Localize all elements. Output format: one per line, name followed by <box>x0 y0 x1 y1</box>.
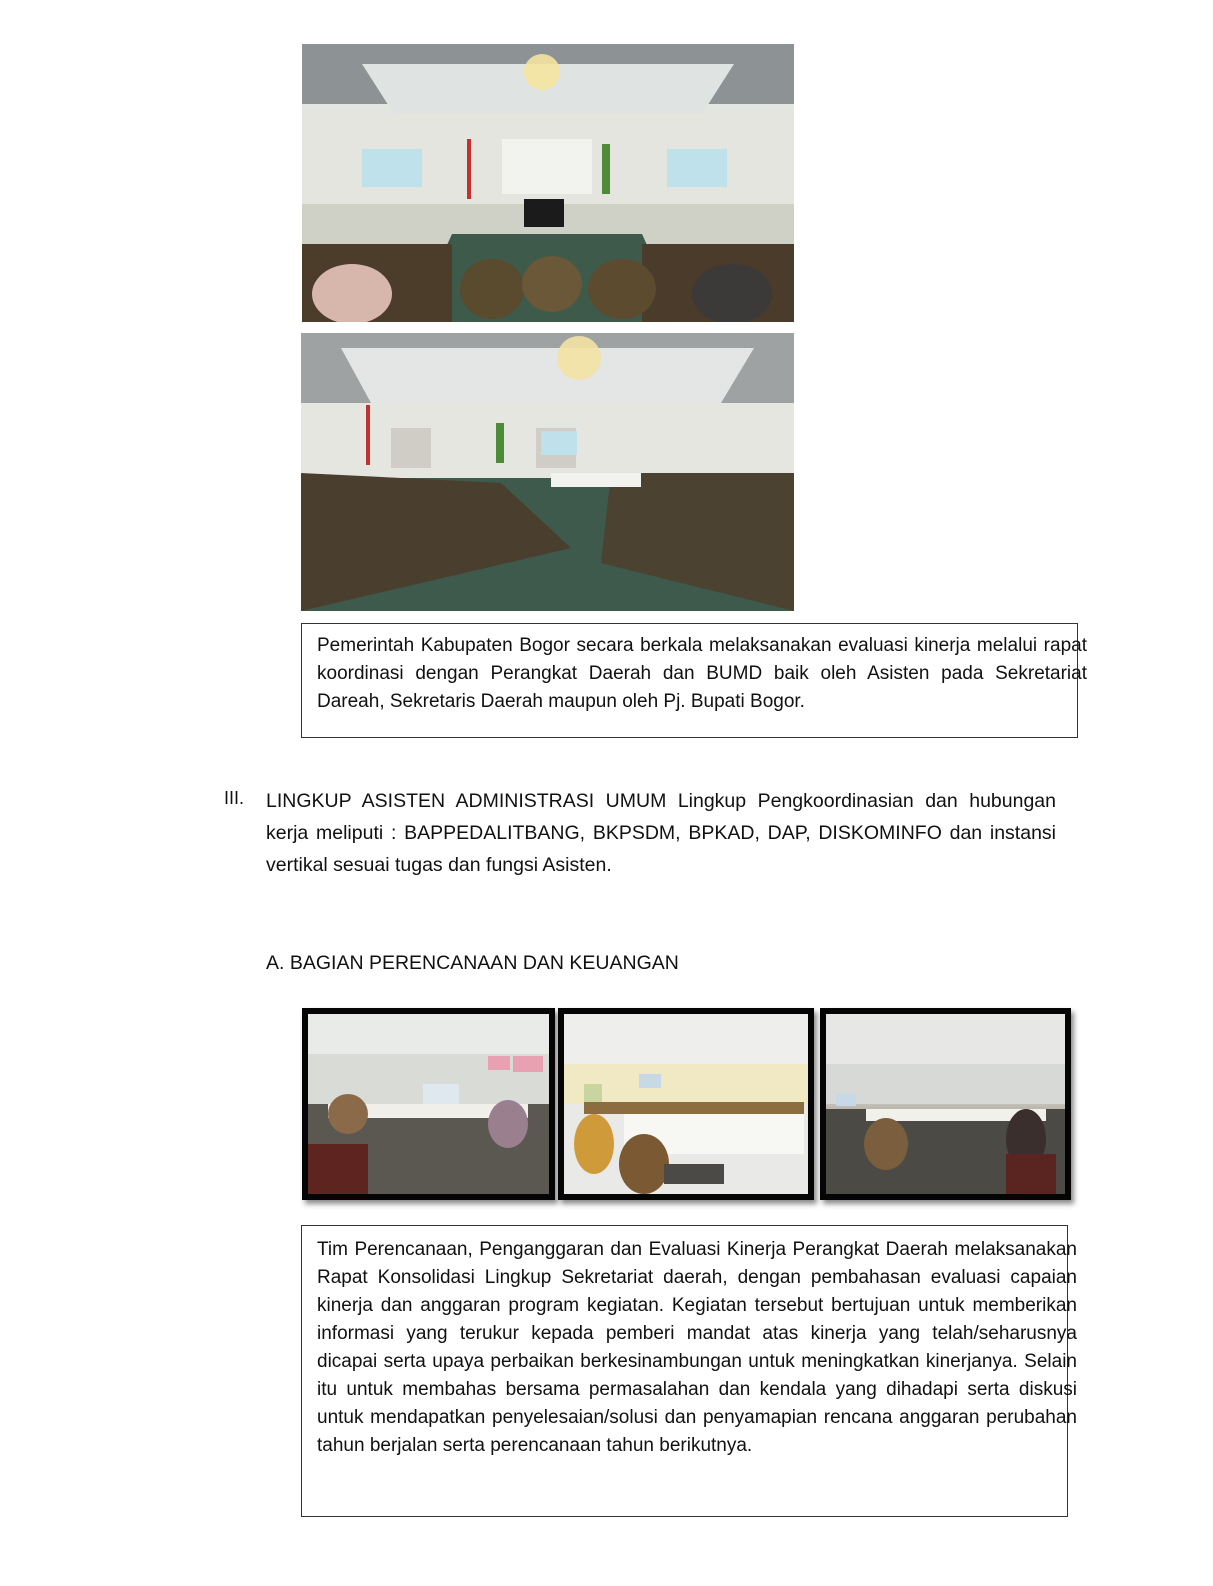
meeting-hall-illustration <box>302 44 794 322</box>
caption-evaluasi-text: Pemerintah Kabupaten Bogor secara berkala melaksanakan evaluasi kinerja melalui rapat koordinasi dengan Perangkat Daerah dan BUMD baik oleh Asisten pada Sekretariat Dareah, Sekretaris Daerah maupun oleh Pj. Bupati Bogor. <box>317 635 1087 712</box>
meeting-hall-audience-photo <box>301 333 794 611</box>
caption-box-evaluasi <box>301 623 1087 738</box>
meeting-hall-photo <box>302 44 794 322</box>
section-lingkup-asisten <box>266 785 1056 881</box>
meeting-room-illustration-1 <box>308 1014 549 1194</box>
meeting-room-illustration-3 <box>826 1014 1065 1194</box>
meeting-room-photo-3 <box>820 1008 1071 1200</box>
meeting-room-photo-2 <box>558 1008 814 1200</box>
meeting-room-photo-1 <box>302 1008 555 1200</box>
subsection-perencanaan-keuangan: A. BAGIAN PERENCANAAN DAN KEUANGAN <box>266 952 679 974</box>
caption-perencanaan-text: Tim Perencanaan, Penganggaran dan Evaluasi Kinerja Perangkat Daerah melaksanakan Rapat Konsolidasi Lingkup Sekretariat daerah, dengan pembahasan evaluasi capaian kinerja dan anggaran program kegiatan. Kegiatan tersebut bertujuan untuk memberikan informasi yang terukur kepada pemberi mandat atas kinerja yang telah/seharusnya dicapai serta upaya perbaikan berkesinambungan untuk meningkatkan kinerjanya. Selain itu untuk membahas bersama permasalahan dan kendala yang dihadapi serta diskusi untuk mendapatkan penyelesaian/solusi dan penyamapian rencana anggaran perubahan tahun berjalan serta perencanaan tahun berikutnya. <box>317 1239 1077 1456</box>
caption-box-perencanaan <box>301 1225 1077 1517</box>
section-numeral: III. <box>224 788 245 808</box>
meeting-room-illustration-2 <box>564 1014 808 1194</box>
section-lingkup-text: LINGKUP ASISTEN ADMINISTRASI UMUM Lingkup Pengkoordinasian dan hubungan kerja meliputi : BAPPEDALITBANG, BKPSDM, BPKAD, DAP, DISKOMINFO dan instansi vertikal sesuai tugas dan fungsi Asisten. <box>266 790 1056 876</box>
meeting-audience-illustration <box>301 333 794 611</box>
